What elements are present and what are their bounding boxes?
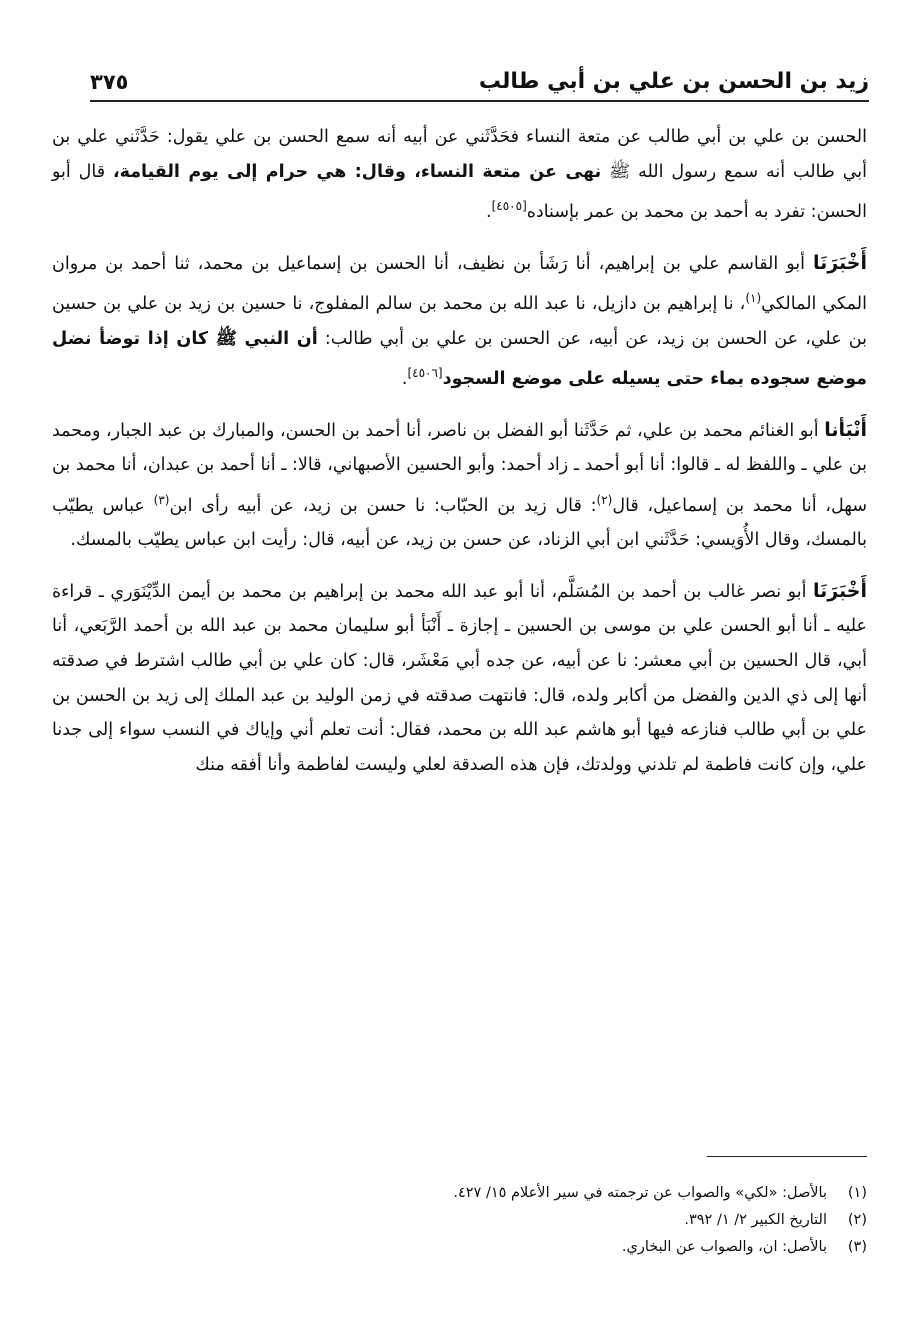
paragraph bbox=[52, 120, 867, 230]
hadith-matn: أن النبي ﷺ كان إذا توضأ نضل موضع سجوده بماء حتى يسيله على موضع السجود bbox=[52, 328, 867, 390]
hadith-matn: نهى عن متعة النساء، وقال: هي حرام إلى يوم القيامة، bbox=[112, 161, 602, 182]
reference-marker: (٣) bbox=[153, 492, 170, 507]
narration-keyword: أَنْبَأنا bbox=[824, 418, 867, 441]
paragraph bbox=[52, 574, 867, 783]
running-header bbox=[90, 52, 869, 102]
footnote bbox=[52, 1180, 867, 1207]
running-title: زيد بن الحسن بن علي بن أبي طالب bbox=[478, 69, 869, 94]
text-segment: ، نا إبراهيم بن دازيل، نا عبد الله بن محمد بن سالم المفلوج، نا حسين بن زيد بن علي بن حسين بن علي، عن الحسن بن زيد، عن أبيه، عن الحسن بن علي بن أبي طالب: bbox=[52, 294, 867, 349]
footnote bbox=[52, 1234, 867, 1261]
reference-marker: (١) bbox=[745, 291, 762, 306]
footnote-separator bbox=[707, 1156, 867, 1157]
reference-marker: [٤٥٠٦] bbox=[407, 366, 443, 381]
footnote bbox=[52, 1207, 867, 1234]
reference-marker: (٢) bbox=[596, 492, 613, 507]
footnote-text: بالأصل: ان، والصواب عن البخاري. bbox=[621, 1239, 827, 1255]
text-segment: أبو القاسم علي بن إبراهيم، أنا رَشَأ بن نظيف، أنا الحسن بن إسماعيل بن محمد، ثنا أحمد بن مروان المكي المالكي bbox=[52, 253, 867, 315]
text-segment: أبو نصر غالب بن أحمد بن المُسَلَّم، أنا أبو عبد الله محمد بن إبراهيم بن محمد بن أيمن الدِّيْنَوَري ـ قراءة عليه ـ أنا أبو الحسن علي بن موسى بن الحسين ـ إجازة ـ أَنْبَأ أبو سليمان محمد بن عبد الله بن أحمد الرَّبَعي، أنا أبي، قال الحسين بن أبي معشر: نا عن أبيه، عن جده أبي مَعْشَر، قال: كان علي بن أبي طالب اشترط في صدقته أنها إلى ذي الدين والفضل من أكابر ولده، قال: فانتهت صدقته في زمن الوليد بن عبد الملك إلى زيد بن الحسن بن علي بن أبي طالب فنازعه فيها أبو هاشم عبد الله بن محمد، فقال: أنت تعلم أني وإياك في النسب سواء إلى جدنا علي، وإن كانت فاطمة لم تلدني وولدتك، فإن هذه الصدقة لعلي وليست لفاطمة وأنا أفقه منك bbox=[52, 581, 867, 775]
footnotes bbox=[52, 1180, 867, 1261]
text-segment: قال أبو الحسن: تفرد به أحمد بن محمد بن عمر بإسناده bbox=[52, 161, 867, 223]
text-segment: أبو الغنائم محمد بن علي، ثم حَدَّثَنا أبو الفضل بن ناصر، أنا أحمد بن الحسن، والمبارك بن عبد الجبار، ومحمد بن علي ـ واللفظ له ـ قالوا: أنا أبو أحمد ـ زاد أحمد: وأبو الحسين الأصبهاني، قالا: ـ أنا أحمد بن عبدان، أنا محمد بن سهل، أنا محمد بن إسماعيل، قال bbox=[52, 420, 868, 516]
paragraph bbox=[52, 413, 867, 558]
text-segment: : قال زيد بن الحبّاب: نا حسن بن زيد، عن أبيه رأى ابن bbox=[169, 495, 597, 516]
page-number: ٣٧٥ bbox=[90, 70, 129, 94]
footnote-number: (٣) bbox=[847, 1239, 867, 1255]
text-segment: . bbox=[486, 202, 492, 223]
paragraph bbox=[52, 246, 867, 397]
footnote-number: (٢) bbox=[847, 1212, 867, 1228]
reference-marker: [٤٥٠٥] bbox=[491, 199, 527, 214]
footnote-text: بالأصل: «لكي» والصواب عن ترجمته في سير الأعلام ١٥/ ٤٢٧. bbox=[453, 1185, 827, 1201]
footnote-number: (١) bbox=[847, 1185, 867, 1201]
text-segment: . bbox=[401, 369, 408, 390]
text-segment: عباس يطيّب بالمسك، وقال الأُوَيسي: حَدَّثَني ابن أبي الزناد، عن حسن بن زيد، عن أبيه، قال: رأيت ابن عباس يطيّب بالمسك. bbox=[52, 495, 867, 551]
narration-keyword: أَخْبَرَنَا bbox=[812, 251, 867, 274]
footnote-text: التاريخ الكبير ٢/ ١/ ٣٩٢. bbox=[684, 1212, 827, 1228]
text-segment: الحسن بن علي بن أبي طالب عن متعة النساء فحَدَّثَني عن أبيه أنه سمع الحسن بن علي يقول: حَدَّثَني علي بن أبي طالب أنه سمع رسول الله ﷺ bbox=[52, 127, 868, 182]
narration-keyword: أَخْبَرَنَا bbox=[812, 579, 867, 602]
main-text bbox=[52, 120, 867, 798]
